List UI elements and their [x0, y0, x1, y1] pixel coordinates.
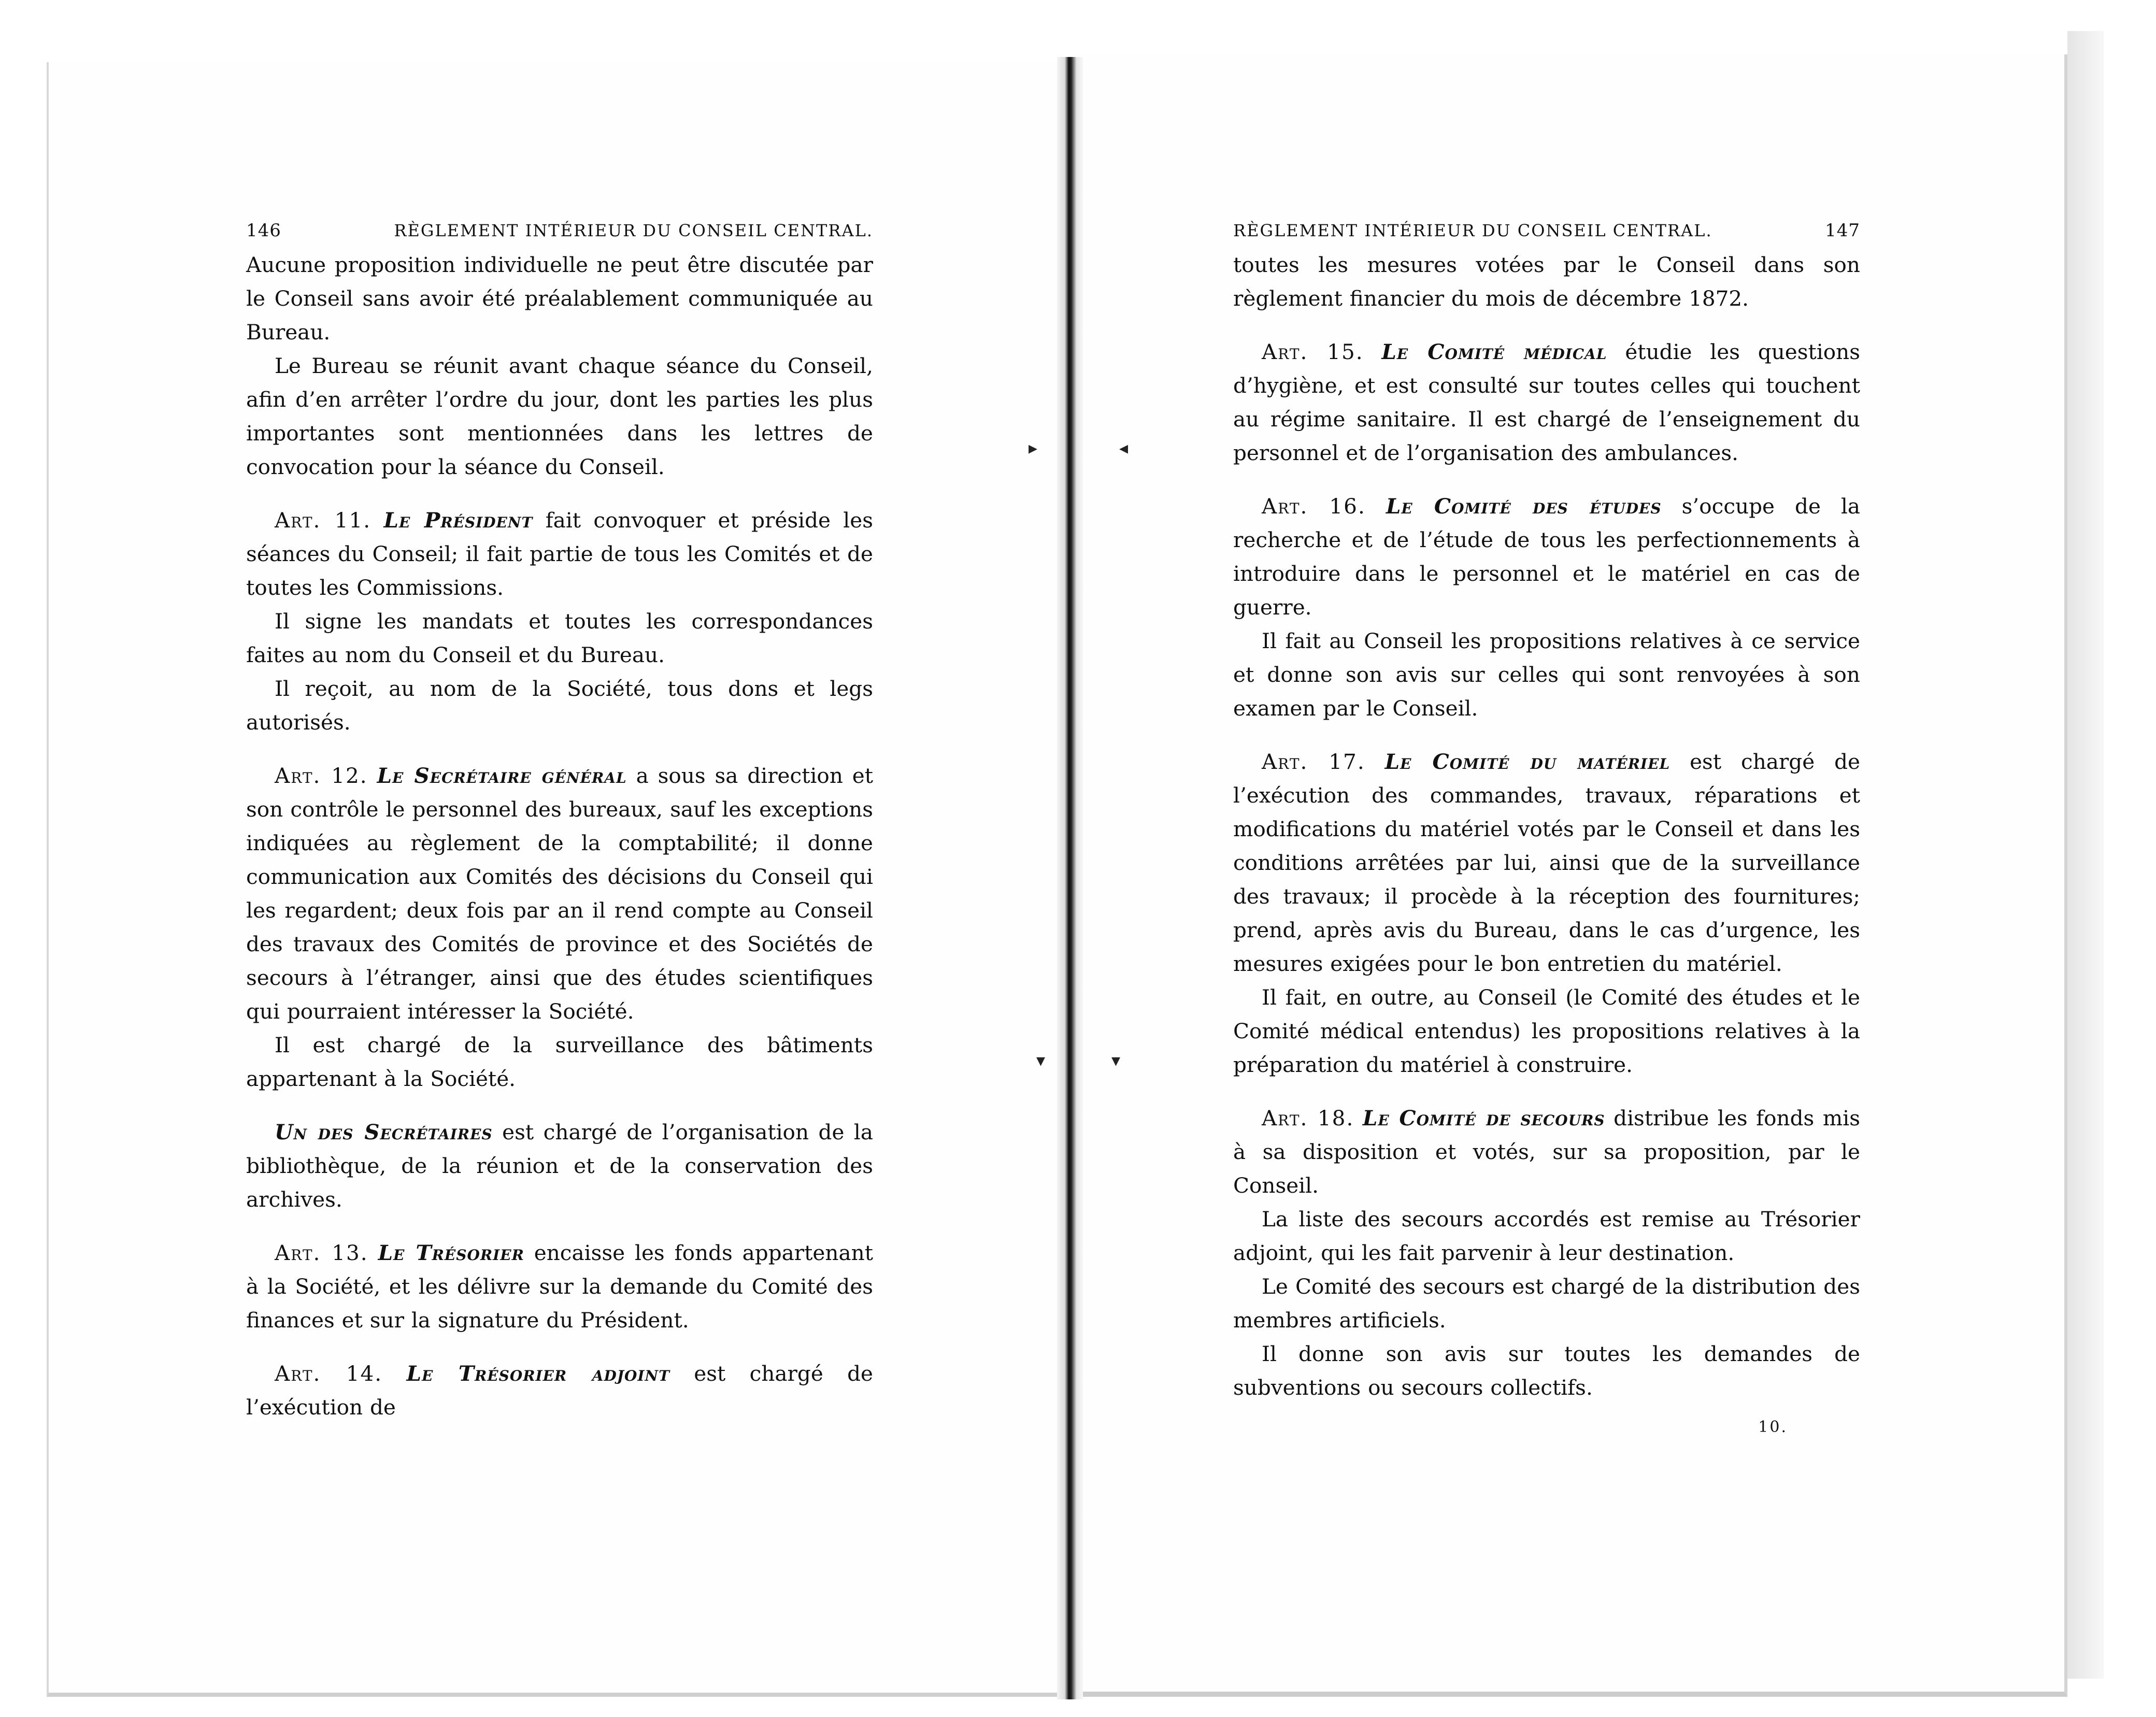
paragraph-text: distribue les fonds mis à sa disposition et votés, sur sa proposition, par le Conseil.	[1233, 1106, 1860, 1198]
article-subject: Le Comité du matériel	[1384, 749, 1670, 774]
right-page-text	[1233, 220, 1860, 1436]
signature-mark: 10.	[1758, 1418, 1788, 1436]
article-subject: Un des Secrétaires	[275, 1120, 493, 1144]
article-subject: Le Trésorier	[378, 1240, 524, 1265]
article-subject: Le Trésorier adjoint	[406, 1361, 670, 1386]
paragraph-text: La liste des secours accordés est remise au Trésorier adjoint, qui les fait parvenir à leur destination.	[1233, 1207, 1860, 1265]
paragraph	[246, 1115, 873, 1217]
article-paragraph	[1233, 490, 1860, 624]
paragraph-text: s’occupe de la recherche et de l’étude de tous les perfectionnements à introduire dans le personnel et le matériel en cas de guerre.	[1233, 494, 1861, 620]
article-number: Art. 18.	[1262, 1106, 1354, 1131]
paragraph-text: est chargé de l’organisation de la bibliothèque, de la réunion et de la conservation des archives.	[246, 1120, 874, 1212]
article-paragraph	[1233, 335, 1860, 470]
article-subject: Le Président	[383, 508, 533, 533]
paragraph	[246, 605, 873, 672]
paragraph	[246, 672, 873, 739]
paragraph-text: Il fait au Conseil les propositions relatives à ce service et donne son avis sur celles qui sont renvoyées à son examen par le Conseil.	[1233, 628, 1860, 721]
article-subject: Le Secrétaire général	[377, 763, 627, 788]
article-number: Art. 11.	[275, 508, 372, 533]
paragraph	[1233, 981, 1860, 1082]
paragraph-text: fait convoquer et préside les séances du Conseil; il fait partie de tous les Comités et de toutes les Commissions.	[246, 508, 874, 600]
running-head	[246, 220, 873, 241]
paragraph	[1233, 624, 1860, 725]
paragraph-text: Aucune proposition individuelle ne peut être discutée par le Conseil sans avoir été préalablement communiquée au Bureau.	[246, 252, 873, 345]
article-subject: Le Comité de secours	[1362, 1106, 1605, 1131]
article-number: Art. 16.	[1262, 494, 1366, 519]
paragraph-text: toutes les mesures votées par le Conseil dans son règlement financier du mois de décembre 1872.	[1233, 252, 1860, 311]
paragraph-text: Il reçoit, au nom de la Société, tous dons et legs autorisés.	[246, 676, 873, 735]
article-number: Art. 14.	[275, 1361, 383, 1386]
page-number: 147	[1825, 220, 1860, 241]
paragraph	[1233, 248, 1860, 316]
article-paragraph	[1233, 1101, 1860, 1203]
paragraph-text: Il fait, en outre, au Conseil (le Comité des études et le Comité médical entendus) les propositions relatives à la préparation du matériel à construire.	[1233, 985, 1860, 1077]
book-gutter	[1057, 57, 1083, 1699]
paragraph-text: est chargé de l’exécution de	[246, 1361, 874, 1420]
article-subject: Le Comité des études	[1386, 494, 1662, 519]
page-number: 146	[246, 220, 281, 241]
paragraph	[246, 349, 873, 484]
margin-mark: ▾	[1111, 1050, 1121, 1071]
article-paragraph	[246, 1357, 873, 1424]
paragraph-text: Le Comité des secours est chargé de la distribution des membres artificiels.	[1233, 1274, 1860, 1333]
margin-mark: ◂	[1119, 438, 1129, 459]
running-head-title: RÈGLEMENT INTÉRIEUR DU CONSEIL CENTRAL.	[1233, 221, 1712, 240]
running-head-title: RÈGLEMENT INTÉRIEUR DU CONSEIL CENTRAL.	[394, 221, 873, 240]
article-subject: Le Comité médical	[1381, 339, 1607, 364]
paragraph	[246, 1028, 873, 1096]
paragraph	[246, 248, 873, 349]
paragraph-text: Le Bureau se réunit avant chaque séance du Conseil, afin d’en arrêter l’ordre du jour, dont les parties les plus importantes sont mentionnées dans les lettres de convocation pour la séance du Conseil.	[246, 353, 873, 479]
running-head	[1233, 220, 1860, 241]
margin-mark: ▸	[1029, 438, 1038, 459]
paragraph	[1233, 1337, 1860, 1405]
article-number: Art. 15.	[1262, 339, 1364, 364]
left-page-text	[246, 220, 873, 1424]
article-paragraph	[246, 759, 873, 1028]
article-paragraph	[246, 504, 873, 605]
article-number: Art. 17.	[1262, 749, 1365, 774]
article-paragraph	[1233, 745, 1860, 981]
paragraph-text: Il signe les mandats et toutes les correspondances faites au nom du Conseil et du Bureau.	[246, 609, 873, 667]
article-number: Art. 12.	[275, 763, 368, 788]
paragraph-text: est chargé de l’exécution des commandes, travaux, réparations et modifications du matériel votés par le Conseil et dans les conditions arrêtées par lui, ainsi que de la surveillance des travaux; il procède à la réception des fournitures; prend, après avis du Bureau, dans le cas d’urgence, les mesures exigées pour le bon entretien du matériel.	[1233, 749, 1860, 976]
paragraph	[1233, 1270, 1860, 1337]
paragraph-text: étudie les questions d’hygiène, et est consulté sur toutes celles qui touchent au régime sanitaire. Il est chargé de l’enseignement du personnel et de l’organisation des ambulances.	[1233, 339, 1861, 465]
paragraph	[1233, 1203, 1860, 1270]
paragraph-text: Il est chargé de la surveillance des bâtiments appartenant à la Société.	[246, 1033, 873, 1091]
paragraph-text: Il donne son avis sur toutes les demandes de subventions ou secours collectifs.	[1233, 1341, 1860, 1400]
paragraph-text: encaisse les fonds appartenant à la Société, et les délivre sur la demande du Comité des finances et sur la signature du Président.	[246, 1240, 873, 1333]
article-paragraph	[246, 1236, 873, 1337]
margin-mark: ▾	[1036, 1050, 1046, 1071]
page-edge-shadow	[2067, 31, 2104, 1679]
paragraph-text: a sous sa direction et son contrôle le personnel des bureaux, sauf les exceptions indiquées au règlement de la comptabilité; il donne communication aux Comités des décisions du Conseil qui les regardent; deux fois par an il rend compte au Conseil des travaux des Comités de province et des Sociétés de secours à l’étranger, ainsi que des études scientifiques qui pourraient intéresser la Société.	[246, 763, 874, 1024]
paragraphs	[246, 248, 873, 1424]
paragraphs	[1233, 248, 1860, 1405]
article-number: Art. 13.	[275, 1240, 368, 1265]
